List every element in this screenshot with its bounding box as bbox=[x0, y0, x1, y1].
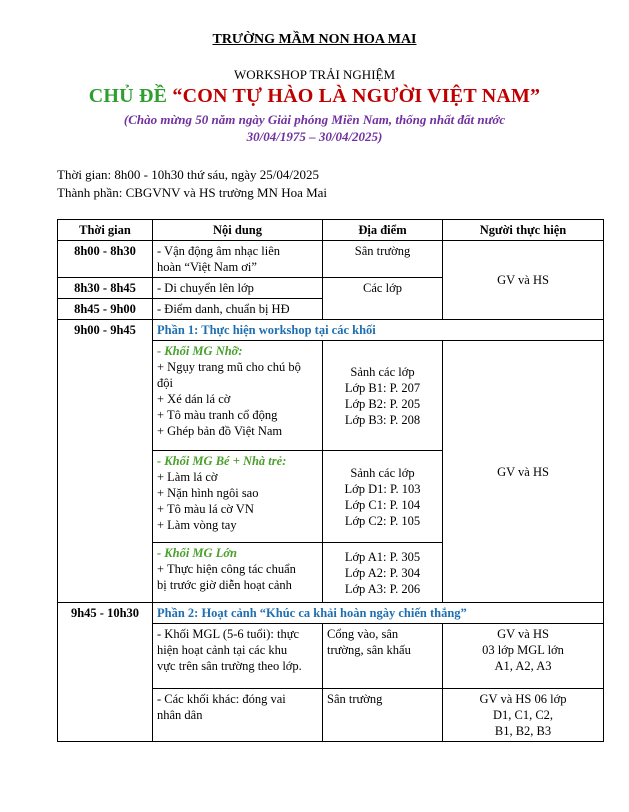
place-line: Lớp B2: P. 205 bbox=[344, 396, 421, 411]
place-cell bbox=[323, 451, 443, 543]
performer-line: A1, A2, A3 bbox=[494, 659, 552, 673]
group-item: + Xé dán lá cờ bbox=[157, 392, 231, 406]
phase-1-title: Phần 1: Thực hiện workshop tại các khối bbox=[153, 320, 604, 341]
table-row bbox=[58, 320, 604, 341]
content-cell: - Di chuyển lên lớp bbox=[153, 278, 323, 299]
time-cell: 8h00 - 8h30 bbox=[58, 241, 153, 278]
subtitle-line-2: 30/04/1975 – 30/04/2025) bbox=[246, 129, 383, 144]
header-content: Nội dung bbox=[153, 220, 323, 241]
group-item: đội bbox=[157, 376, 173, 390]
table-header-row bbox=[58, 220, 604, 241]
table-row bbox=[58, 603, 604, 624]
group-item: + Ghép bản đồ Việt Nam bbox=[157, 424, 283, 438]
school-name: TRƯỜNG MẦM NON HOA MAI bbox=[212, 32, 417, 47]
place-line: Lớp C2: P. 105 bbox=[344, 513, 421, 528]
place-line: Lớp B1: P. 207 bbox=[344, 380, 421, 395]
content-cell bbox=[153, 624, 323, 689]
table-row bbox=[58, 241, 604, 278]
theme-title bbox=[0, 85, 629, 108]
content-cell: - Điểm danh, chuẩn bị HĐ bbox=[153, 299, 323, 320]
content-line: hoàn “Việt Nam ơi” bbox=[157, 260, 257, 274]
place-line: trường, sân khấu bbox=[327, 643, 411, 657]
performer-cell: GV và HS bbox=[443, 241, 604, 320]
performer-line: GV và HS bbox=[497, 627, 549, 641]
performer-cell: GV và HS bbox=[443, 341, 604, 603]
group-item: + Tô màu lá cờ VN bbox=[157, 502, 254, 516]
subtitle-line-1: (Chào mừng 50 năm ngày Giải phóng Miền Nam, thống nhất đất nước bbox=[123, 112, 506, 127]
place-cell bbox=[323, 624, 443, 689]
performer-line: D1, C1, C2, bbox=[492, 708, 554, 722]
content-cell bbox=[153, 689, 323, 742]
place-line: Lớp B3: P. 208 bbox=[344, 412, 421, 427]
place-cell: Sân trường bbox=[323, 689, 443, 742]
performer-cell bbox=[443, 689, 604, 742]
group-name: - Khối MG Nhỡ: bbox=[157, 344, 243, 358]
place-line: Sảnh các lớp bbox=[350, 364, 415, 379]
event-participants: Thành phần: CBGVNV và HS trường MN Hoa Mai bbox=[57, 185, 328, 200]
header-time: Thời gian bbox=[58, 220, 153, 241]
theme-text: “CON TỰ HÀO LÀ NGƯỜI VIỆT NAM” bbox=[172, 85, 541, 107]
time-cell: 9h00 - 9h45 bbox=[58, 320, 153, 603]
group-item: + Làm vòng tay bbox=[157, 518, 237, 532]
phase-2-title: Phần 2: Hoạt cảnh “Khúc ca khải hoàn ngày chiến thắng” bbox=[153, 603, 604, 624]
performer-line: 03 lớp MGL lớn bbox=[482, 643, 564, 657]
group-item: + Làm lá cờ bbox=[157, 470, 218, 484]
group-item: + Tô màu tranh cổ động bbox=[157, 408, 278, 422]
schedule-table bbox=[57, 219, 604, 742]
content-line: - Các khối khác: đóng vai bbox=[157, 692, 286, 706]
header-place: Địa điểm bbox=[323, 220, 443, 241]
content-line: nhân dân bbox=[157, 708, 203, 722]
performer-line: B1, B2, B3 bbox=[494, 724, 552, 738]
theme-label: CHỦ ĐỀ bbox=[88, 85, 168, 107]
content-cell bbox=[153, 241, 323, 278]
place-cell: Các lớp bbox=[323, 278, 443, 320]
group-cell bbox=[153, 341, 323, 451]
performer-line: GV và HS 06 lớp bbox=[479, 692, 567, 706]
content-line: - Khối MGL (5-6 tuổi): thực bbox=[157, 627, 300, 641]
place-line: Cổng vào, sân bbox=[327, 627, 399, 641]
place-line: Lớp D1: P. 103 bbox=[344, 481, 421, 496]
place-cell: Sân trường bbox=[323, 241, 443, 278]
group-name: - Khối MG Lớn bbox=[157, 546, 237, 560]
event-time: Thời gian: 8h00 - 10h30 thứ sáu, ngày 25/04/2025 bbox=[57, 167, 319, 182]
content-line: hiện hoạt cảnh tại các khu bbox=[157, 643, 288, 657]
time-cell: 8h30 - 8h45 bbox=[58, 278, 153, 299]
group-item: + Nặn hình ngôi sao bbox=[157, 486, 259, 500]
group-item: bị trước giờ diễn hoạt cảnh bbox=[157, 578, 292, 592]
content-line: - Vận động âm nhạc liên bbox=[157, 244, 280, 258]
place-line: Lớp A1: P. 305 bbox=[344, 549, 421, 564]
place-cell bbox=[323, 341, 443, 451]
group-item: + Ngụy trang mũ cho chú bộ bbox=[157, 360, 301, 374]
time-cell: 9h45 - 10h30 bbox=[58, 603, 153, 742]
group-item: + Thực hiện công tác chuẩn bbox=[157, 562, 296, 576]
performer-cell bbox=[443, 624, 604, 689]
content-line: vực trên sân trường theo lớp. bbox=[157, 659, 302, 673]
place-line: Lớp A2: P. 304 bbox=[344, 565, 421, 580]
header-performer: Người thực hiện bbox=[443, 220, 604, 241]
place-line: Lớp A3: P. 206 bbox=[344, 581, 421, 596]
place-line: Sảnh các lớp bbox=[350, 465, 415, 480]
subtitle bbox=[0, 111, 629, 145]
group-cell bbox=[153, 451, 323, 543]
workshop-heading: WORKSHOP TRẢI NGHIỆM bbox=[233, 67, 396, 82]
place-cell bbox=[323, 543, 443, 603]
group-cell bbox=[153, 543, 323, 603]
time-cell: 8h45 - 9h00 bbox=[58, 299, 153, 320]
group-name: - Khối MG Bé + Nhà trẻ: bbox=[157, 454, 287, 468]
place-line: Lớp C1: P. 104 bbox=[344, 497, 421, 512]
